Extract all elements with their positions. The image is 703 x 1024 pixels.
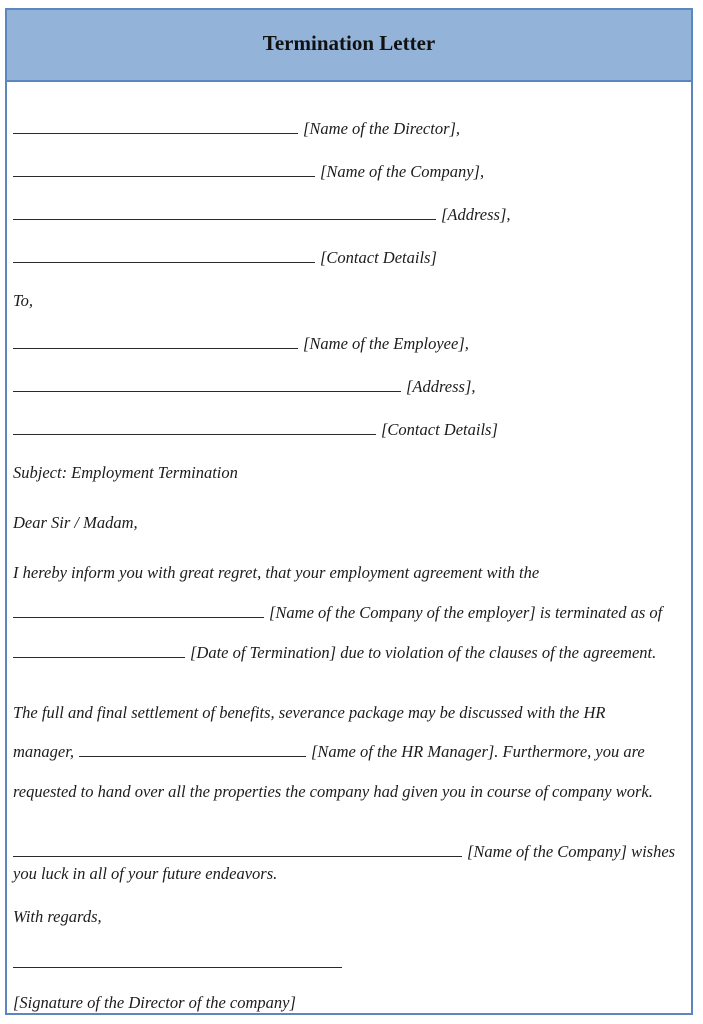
hr-manager-label: [Name of the HR Manager]. Furthermore, you are xyxy=(310,742,645,761)
recipient-contact-line xyxy=(13,419,498,441)
paragraph2-line3: requested to hand over all the properties the company had given you in course of company work. xyxy=(13,782,653,801)
termination-date-label: [Date of Termination] due to violation of the clauses of the agreement. xyxy=(190,643,657,662)
paragraph3-line1 xyxy=(13,841,675,863)
blank-field xyxy=(13,118,298,134)
recipient-address-label: [Address], xyxy=(406,377,476,396)
blank-field xyxy=(13,841,462,857)
sender-contact-label: [Contact Details] xyxy=(320,248,437,267)
manager-prefix: manager, xyxy=(13,742,74,761)
subject-line: Subject: Employment Termination xyxy=(13,463,238,482)
header-bar xyxy=(7,10,691,82)
blank-field xyxy=(13,161,315,177)
company-of-employer-label: [Name of the Company of the employer] is terminated as of xyxy=(269,603,663,622)
company-wishes-label: [Name of the Company] wishes xyxy=(467,842,676,861)
sender-address-line xyxy=(13,204,511,226)
paragraph3-line2: you luck in all of your future endeavors. xyxy=(13,864,278,883)
sender-address-label: [Address], xyxy=(441,205,511,224)
sender-company-line xyxy=(13,161,484,183)
paragraph1-line1: I hereby inform you with great regret, that your employment agreement with the xyxy=(13,563,540,582)
recipient-employee-line xyxy=(13,333,469,355)
salutation: Dear Sir / Madam, xyxy=(13,513,138,532)
blank-field xyxy=(13,642,185,658)
recipient-employee-label: [Name of the Employee], xyxy=(303,334,469,353)
signature-line xyxy=(13,967,342,968)
paragraph2-line2 xyxy=(13,741,645,763)
paragraph1-line2 xyxy=(13,602,662,624)
sender-company-label: [Name of the Company], xyxy=(320,162,485,181)
paragraph2-line1: The full and final settlement of benefits, severance package may be discussed with the HR xyxy=(13,703,606,722)
blank-field xyxy=(13,419,376,435)
page-title: Termination Letter xyxy=(262,31,436,55)
sender-director-line xyxy=(13,118,460,140)
signature-label: [Signature of the Director of the company] xyxy=(13,993,296,1012)
blank-field xyxy=(13,333,298,349)
sender-contact-line xyxy=(13,247,437,269)
blank-field xyxy=(13,204,436,220)
blank-field xyxy=(13,376,401,392)
blank-field xyxy=(13,247,315,263)
closing: With regards, xyxy=(13,907,102,926)
recipient-contact-label: [Contact Details] xyxy=(381,420,498,439)
sender-director-label: [Name of the Director], xyxy=(303,119,461,138)
recipient-address-line xyxy=(13,376,476,398)
to-label: To, xyxy=(13,291,34,310)
blank-field xyxy=(79,741,306,757)
blank-field xyxy=(13,602,264,618)
paragraph1-line3 xyxy=(13,642,656,664)
